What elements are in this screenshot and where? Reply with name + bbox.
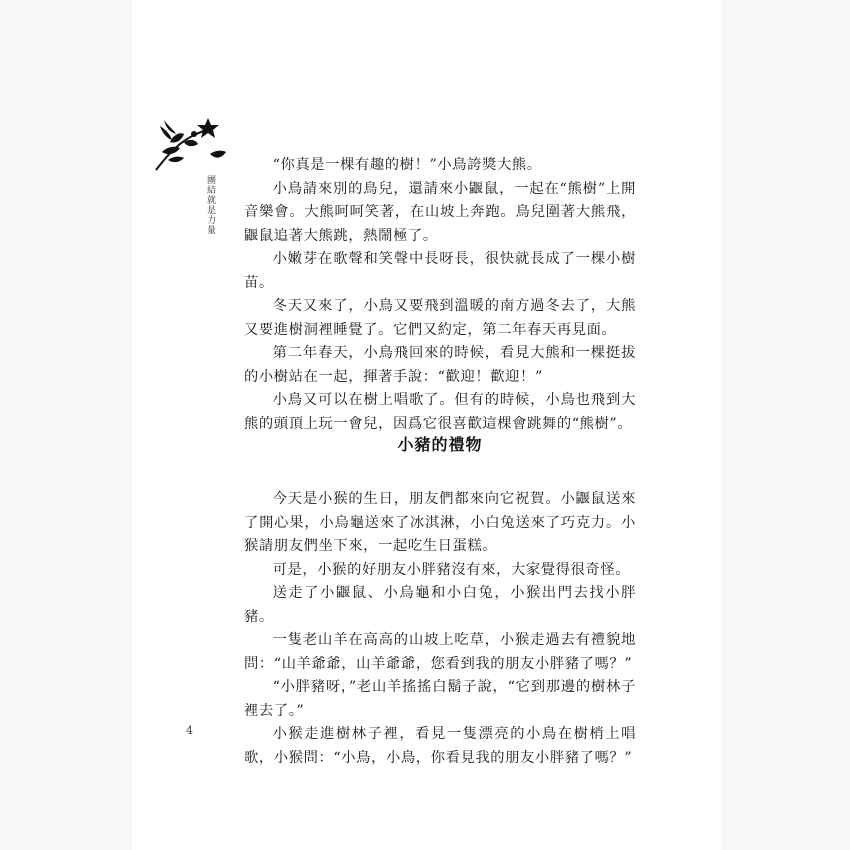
paragraph: “你真是一棵有趣的樹！”小鳥誇獎大熊。 (272, 157, 542, 173)
paragraph: “小胖豬呀，”老山羊搖搖白鬍子說，“它到那邊的樹林子裡去了。” (244, 679, 636, 719)
paragraph: 一隻老山羊在高高的山坡上吃草，小猴走過去有禮貌地問：“山羊爺爺，山羊爺爺，您看到我的朋友小胖豬了嗎？” (244, 632, 636, 672)
running-title: 團結就是力量 (205, 175, 215, 235)
paragraph: 可是，小猴的好朋友小胖豬沒有來，大家覺得很奇怪。 (272, 561, 631, 578)
paragraph: 小鳥又可以在樹上唱歌了。但有的時候，小鳥也飛到大熊的頭頂上玩一會兒，因爲它很喜歡這棵會跳舞的“熊樹”。 (244, 392, 636, 432)
paragraph: 小嫩芽在歌聲和笑聲中長呀長，很快就長成了一棵小樹苗。 (244, 251, 636, 291)
paragraph: 今天是小猴的生日，朋友們都來向它祝賀。小鼴鼠送來了開心果，小烏龜送來了冰淇淋，小白兔送來了巧克力。小猴請朋友們坐下來，一起吃生日蛋糕。 (244, 491, 636, 554)
section-1-body (244, 154, 636, 436)
page-number: 4 (186, 724, 193, 737)
flower-branch-icon (150, 112, 230, 174)
paragraph: 送走了小鼴鼠、小烏龜和小白兔，小猴出門去找小胖豬。 (244, 585, 636, 625)
story-title: 小豬的禮物 (397, 435, 483, 454)
paragraph: 小猴走進樹林子裡，看見一隻漂亮的小鳥在樹梢上唱歌，小猴問：“小鳥，小鳥，你看見我的朋友小胖豬了嗎？” (244, 726, 636, 766)
right-margin (722, 0, 850, 850)
paragraph: 第二年春天，小鳥飛回來的時候，看見大熊和一棵挺拔的小樹站在一起，揮著手說：“歡迎！歡迎！” (244, 345, 636, 385)
left-margin (0, 0, 132, 850)
paragraph: 小鳥請來別的鳥兒，還請來小鼴鼠，一起在“熊樹”上開音樂會。大熊呵呵笑著，在山坡上奔跑。鳥兒圍著大熊飛，鼴鼠追著大熊跳，熱鬧極了。 (244, 180, 636, 244)
section-2-body (244, 488, 636, 770)
paragraph: 冬天又來了，小鳥又要飛到溫暖的南方過冬去了，大熊又要進樹洞裡睡覺了。它們又約定，第二年春天再見面。 (244, 298, 636, 338)
